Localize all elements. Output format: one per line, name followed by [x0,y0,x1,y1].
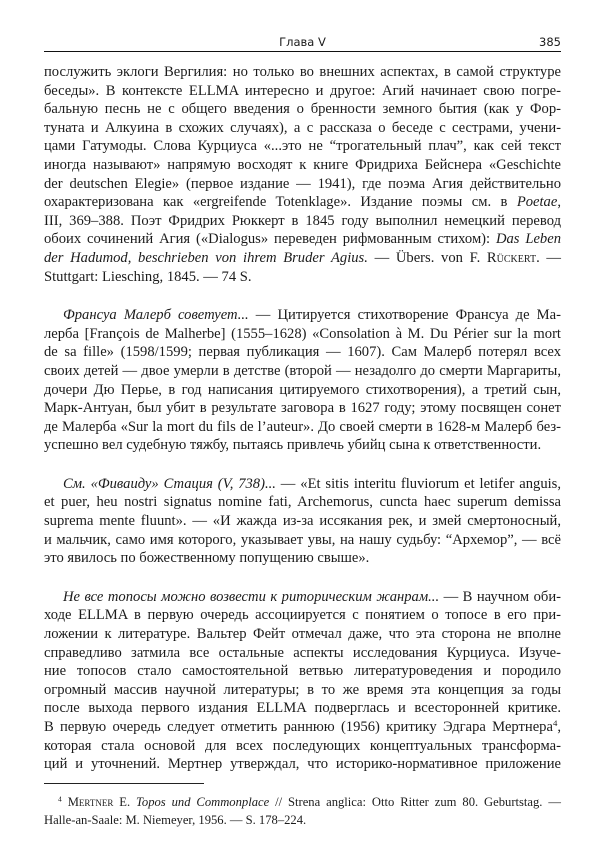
text-line [44,811,561,829]
italic-text: Topos und Commonplace [136,795,270,809]
text-segment: de sa fille» (1598/1599; первая публикация — 1607). Сам Малерб потерял всех [44,344,561,361]
italic-text: Poetae [516,194,558,211]
text-segment: der deutschen Elegie» (первое издание — 1941), где поэма Агия действительно [44,175,561,192]
text-line [44,644,561,663]
text-line [44,681,561,700]
text-segment: иногда называют» напрямую восходят к книге Фридриха Бейснера «Geschichte [44,156,561,173]
text-line [44,755,561,774]
text-line [44,63,561,82]
text-line [44,156,561,175]
main-text [44,63,561,794]
text-segment: ций и уточнений. Мертнер утверждал, что историко-нормативное приложение [44,756,561,773]
text-segment: suprema mente fluunt». — «И жажда из-за иссякания рек, и змей смертоносный, [44,513,561,530]
text-segment: — Übers. von F. [367,249,487,266]
text-line [44,362,561,381]
running-header [44,34,561,52]
text-segment: // Strena anglica: Otto Ritter zum 80. Geburtstag. — [269,795,561,809]
text-line [44,718,561,737]
text-segment: Stuttgart: Liesching, 1845. — 74 S. [44,268,252,285]
text-line [44,137,561,156]
text-segment: цами Гатумоды. Слова Курциуса «...это не “трогательный плач”, как сей текст [44,138,561,155]
footnote-marker: 4 [58,794,62,804]
text-segment: E. [113,795,137,809]
text-segment: — В научном оби- [439,588,561,605]
paragraph [44,63,561,286]
text-segment: де Малерба «Sur la mort du fils de l’auteur». До своей смерти в 1628-м Малерб без- [44,418,561,435]
text-line [44,82,561,101]
text-segment: — Цитируется стихотворение Франсуа де Ма- [248,307,561,324]
text-segment: дочери Дю Перье, в год написания цитируемого стихотворения), а третий сын, [44,381,561,398]
text-line [44,306,561,325]
text-segment: В первую очередь следует отметить раннюю (1956) критику Эдгара Мертнера [44,719,553,735]
chapter-title: Глава V [279,35,326,49]
text-segment: лерба [François de Malherbe] (1555–1628) «Consolation à M. Du Périer sur la mort [44,325,561,342]
text-segment: охарактеризована как «ergreifende Totenklage». Издание поэмы см. в [44,194,517,211]
text-line [44,662,561,681]
text-line [44,418,561,437]
footnotes [44,793,561,829]
text-segment: Halle-an-Saale: M. Niemeyer, 1956. — S. 178–224. [44,813,307,827]
page-number: 385 [539,35,561,49]
text-segment: туната и Алкуина в схожих случаях), а с рассказа о беседе с сестрами, учени- [44,119,561,136]
footnote-divider [44,783,204,784]
text-line [44,606,561,625]
paragraph [44,306,561,455]
text-line [44,268,561,287]
text-line [44,625,561,644]
text-line [44,699,561,718]
author-name: Rückert [486,249,537,266]
text-line [44,588,561,607]
text-segment: которая стала основой для всех последующих концептуальных трансформа- [44,737,561,754]
text-segment: . — [536,249,561,266]
text-segment: успешно вел судебную тяжбу, пытаясь привлечь убийц сына к ответственности. [44,437,542,454]
italic-text: Не все топосы можно возвести к риторическим жанрам... [63,588,440,605]
text-line [44,119,561,138]
text-line [44,549,561,568]
paragraph [44,588,561,774]
text-segment: ложении к литературе. Вальтер Фейт отмечал даже, что эта сторона не вполне [44,626,561,643]
text-segment: беседы». В контексте ELLMA интересно и другое: Агий начинает свою погре- [44,82,561,99]
text-segment: ние топосов стало самостоятельной ветвью литературоведения и породило [44,663,561,680]
text-line [44,175,561,194]
text-segment: своих детей — двое умерли в детстве (второй — незадолго до смерти Маргариты, [44,362,561,379]
text-line [44,475,561,494]
text-line [44,193,561,212]
paragraph [44,475,561,568]
text-line [44,343,561,362]
text-line [44,100,561,119]
text-segment: послужить эклоги Вергилия: но только во внешних аспектах, в самой структуре [44,64,561,80]
text-line [44,436,561,455]
text-line [44,212,561,231]
italic-text: der Hadumod, beschrieben von ihrem Bruder Agius. [44,249,368,266]
text-segment: после выхода первого издания ELLMA подверглась и всесторонней критике. [44,700,561,717]
text-segment: это явилось по божественному попущению свыше». [44,550,370,567]
text-segment: обоих сочинений Агия («Dialogus» переведен рифмованным стихом): [44,231,496,248]
text-line [44,531,561,550]
text-segment: огромный массив научной литературы; в то же время эта концепция за годы [44,681,561,698]
footnote-marker: 4 [552,717,558,728]
text-line [44,230,561,249]
text-line [44,493,561,512]
text-segment: , [557,719,561,735]
text-segment: et puer, heu nostri signatus nomine fati, Archemorus, cuncta haec superum demissa [44,494,561,511]
text-segment: справедливо затмила все остальные аспекты исследования Курциуса. Изуче- [44,644,561,661]
text-line [44,737,561,756]
text-segment: — «Et sitis interitu fluviorum et letifer anguis, [275,475,561,492]
italic-text: Das Leben [495,231,561,248]
text-line [44,381,561,400]
text-line [44,793,561,811]
text-segment: ходе ELLMA в первую очередь ассоциируется с понятием о топосе в его при- [44,607,561,624]
text-segment: , [557,194,561,211]
text-line [44,325,561,344]
text-segment: и мальчик, само имя которого, указывает увы, на нашу судьбу: “Архемор”, — всё [44,531,561,548]
italic-text: См. «Фиваиду» Стация (V, 738)... [63,475,276,492]
text-segment: III, 369–388. Поэт Фридрих Рюккерт в 1845 году выполнил немецкий перевод [44,212,561,229]
text-line [44,399,561,418]
author-name: Mertner [67,795,114,809]
text-segment: бальную песнь не с общего введения о бренности земного бытия (как у Фор- [44,101,561,118]
text-line [44,512,561,531]
text-segment: Марк-Антуан, был убит в результате заговора в 1627 году; этому посвящен сонет [44,400,561,417]
text-line [44,249,561,268]
italic-text: Франсуа Малерб советует... [63,307,249,324]
